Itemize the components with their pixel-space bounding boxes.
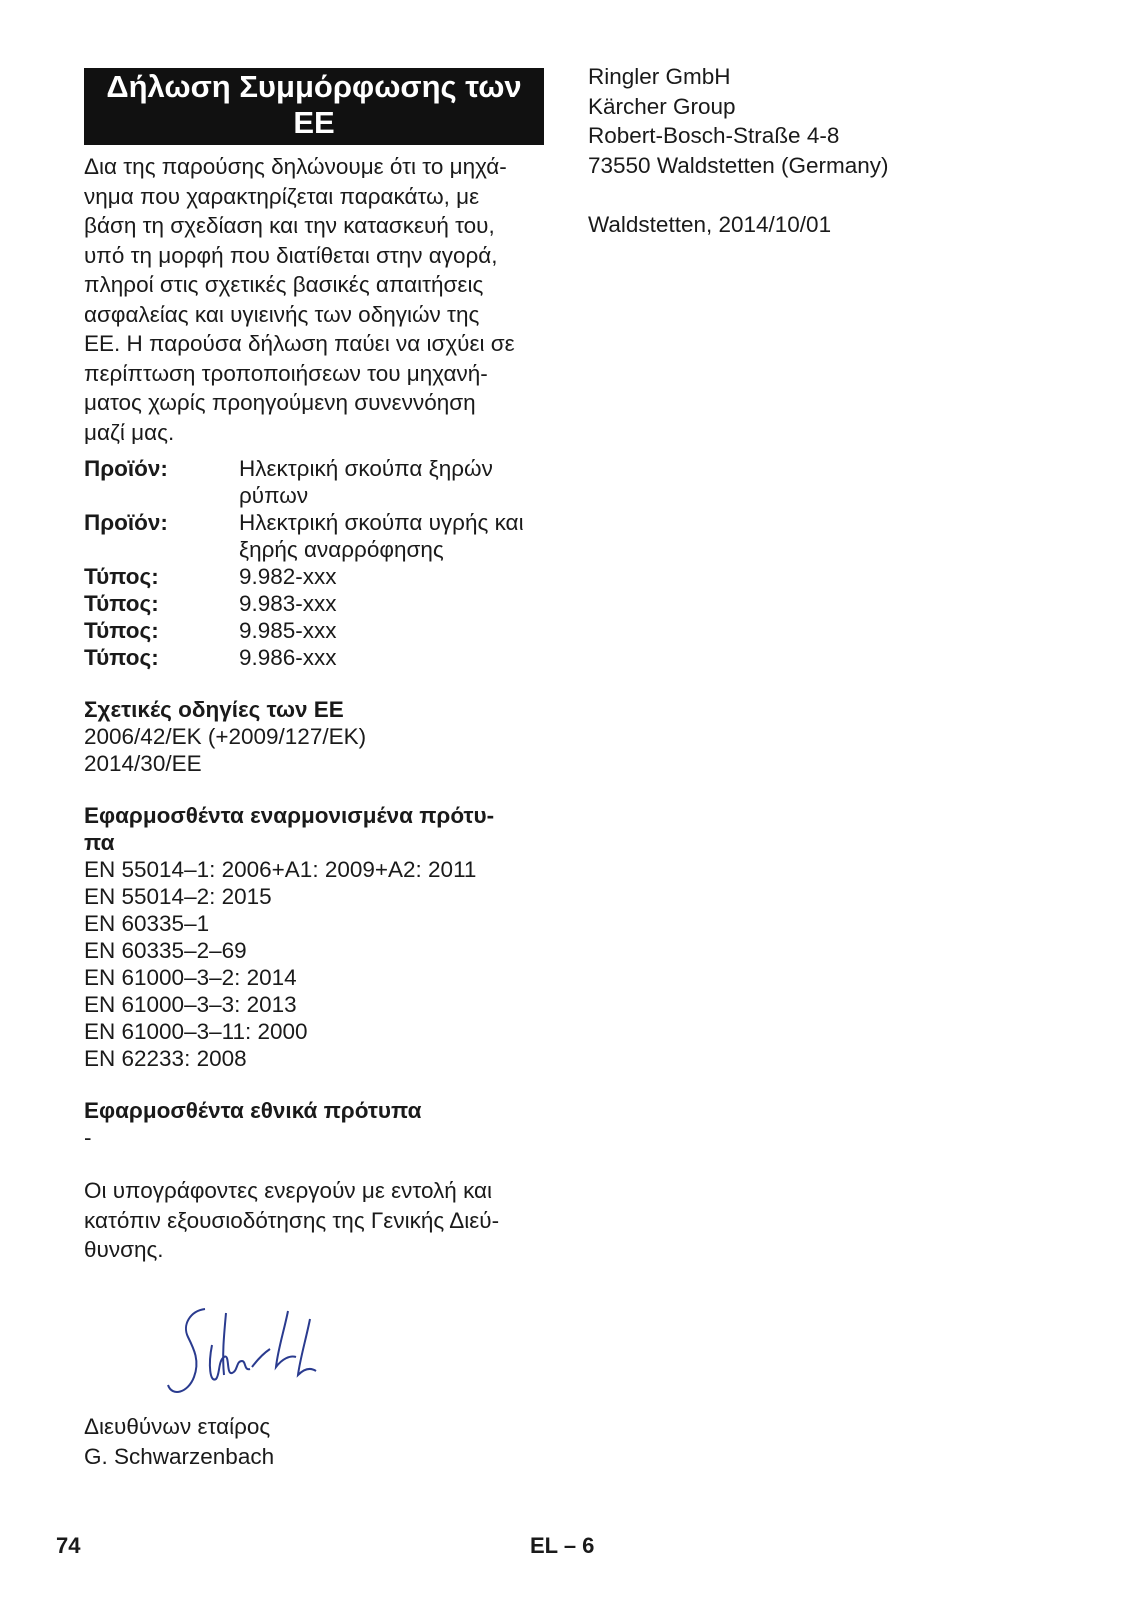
signer-name: G. Schwarzenbach [84,1443,275,1469]
directive-item: 2006/42/EK (+2009/127/EK) [84,724,367,749]
spec-value [239,563,337,590]
spec-value [239,509,524,563]
company-address [588,62,1088,180]
section-heading-line: Σχετικές οδηγίες των ΕΕ [84,697,344,722]
spec-label: Τύπος: [84,618,159,643]
section-heading [84,696,544,723]
standard-item: - [84,1125,92,1150]
spec-row [84,590,544,617]
authorization-line: κατόπιν εξουσιοδότησης της Γενικής Διεύ- [84,1207,500,1233]
spec-label: Τύπος: [84,564,159,589]
place-date: Waldstetten, 2014/10/01 [588,211,832,237]
intro-line: νημα που χαρακτηρίζεται παρακάτω, με [84,183,480,209]
spec-label: Προϊόν: [84,510,168,535]
address-line: 73550 Waldstetten (Germany) [588,152,889,178]
spec-value-line: 9.982-xxx [239,564,337,589]
spec-row [84,563,544,590]
standard-item: EN 61000–3–3: 2013 [84,992,297,1017]
address-line: Kärcher Group [588,93,736,119]
spec-value [239,455,493,509]
intro-line: υπό τη μορφή που διατίθεται στην αγορά, [84,242,498,268]
directive-item: 2014/30/EE [84,751,202,776]
intro-line: πληροί στις σχετικές βασικές απαιτήσεις [84,272,484,297]
spec-row [84,455,544,509]
address-line: Ringler GmbH [588,64,731,89]
address-line: Robert-Bosch-Straße 4-8 [588,123,840,148]
section-heading [84,802,544,856]
section-heading-line: πα [84,830,115,855]
intro-line: βάση τη σχεδίαση και την κατασκευή του, [84,213,495,238]
standard-item: EN 60335–1 [84,911,210,936]
directives-section [84,696,544,777]
spec-value-line: Ηλεκτρική σκούπα ξηρών [239,456,493,481]
spec-value-line: ρύπων [239,483,309,508]
standard-item: EN 55014–1: 2006+A1: 2009+A2: 2011 [84,857,477,882]
spec-label: Τύπος: [84,645,159,670]
spec-row [84,509,544,563]
spec-row [84,644,544,671]
section-code: EL – 6 [530,1533,595,1558]
intro-line: ασφαλείας και υγιεινής των οδηγιών της [84,301,480,327]
spec-value-line: 9.985-xxx [239,618,337,643]
standard-item: EN 60335–2–69 [84,938,247,963]
section-heading-line: Εφαρμοσθέντα εναρμονισμένα πρότυ- [84,803,495,828]
handwritten-signature-icon [160,1305,330,1405]
authorization-paragraph [84,1176,544,1265]
standard-item: EN 55014–2: 2015 [84,884,272,909]
intro-line: ΕΕ. Η παρούσα δήλωση παύει να ισχύει σε [84,331,515,356]
page-number: 74 [56,1533,81,1558]
spec-label: Προϊόν: [84,456,168,481]
standard-item: EN 61000–3–2: 2014 [84,965,297,990]
national-standards-section [84,1097,544,1151]
title-line: ΕΕ [293,105,335,140]
authorization-line: Οι υπογράφοντες ενεργούν με εντολή και [84,1178,493,1203]
standard-item: EN 62233: 2008 [84,1046,247,1071]
spec-row [84,617,544,644]
intro-line: μαζί μας. [84,419,175,445]
intro-paragraph [84,152,544,447]
title-line: Δήλωση Συμμόρφωσης των [106,69,522,104]
spec-label: Τύπος: [84,591,159,616]
product-spec-list [84,455,544,671]
intro-line: ματος χωρίς προηγούμενη συνεννόηση [84,390,476,415]
right-column [588,62,1088,239]
signer-block [84,1412,274,1471]
spec-value-line: 9.983-xxx [239,591,337,616]
spec-value [239,590,337,617]
signer-role: Διευθύνων εταίρος [84,1414,271,1439]
spec-value-line: ξηρής αναρρόφησης [239,537,444,562]
section-heading-line: Εφαρμοσθέντα εθνικά πρότυπα [84,1098,422,1123]
left-column [84,68,544,1265]
section-heading [84,1097,544,1124]
intro-line: περίπτωση τροποποιήσεων του μηχανή- [84,360,488,386]
standard-item: EN 61000–3–11: 2000 [84,1019,308,1044]
spec-value-line: Ηλεκτρική σκούπα υγρής και [239,510,524,535]
spec-value [239,644,337,671]
spec-value [239,617,337,644]
spec-value-line: 9.986-xxx [239,645,337,670]
intro-line: Δια της παρούσης δηλώνουμε ότι το μηχά- [84,154,507,179]
page-title [84,68,544,145]
authorization-line: θυνσης. [84,1237,164,1262]
harmonised-standards-section [84,802,544,1072]
